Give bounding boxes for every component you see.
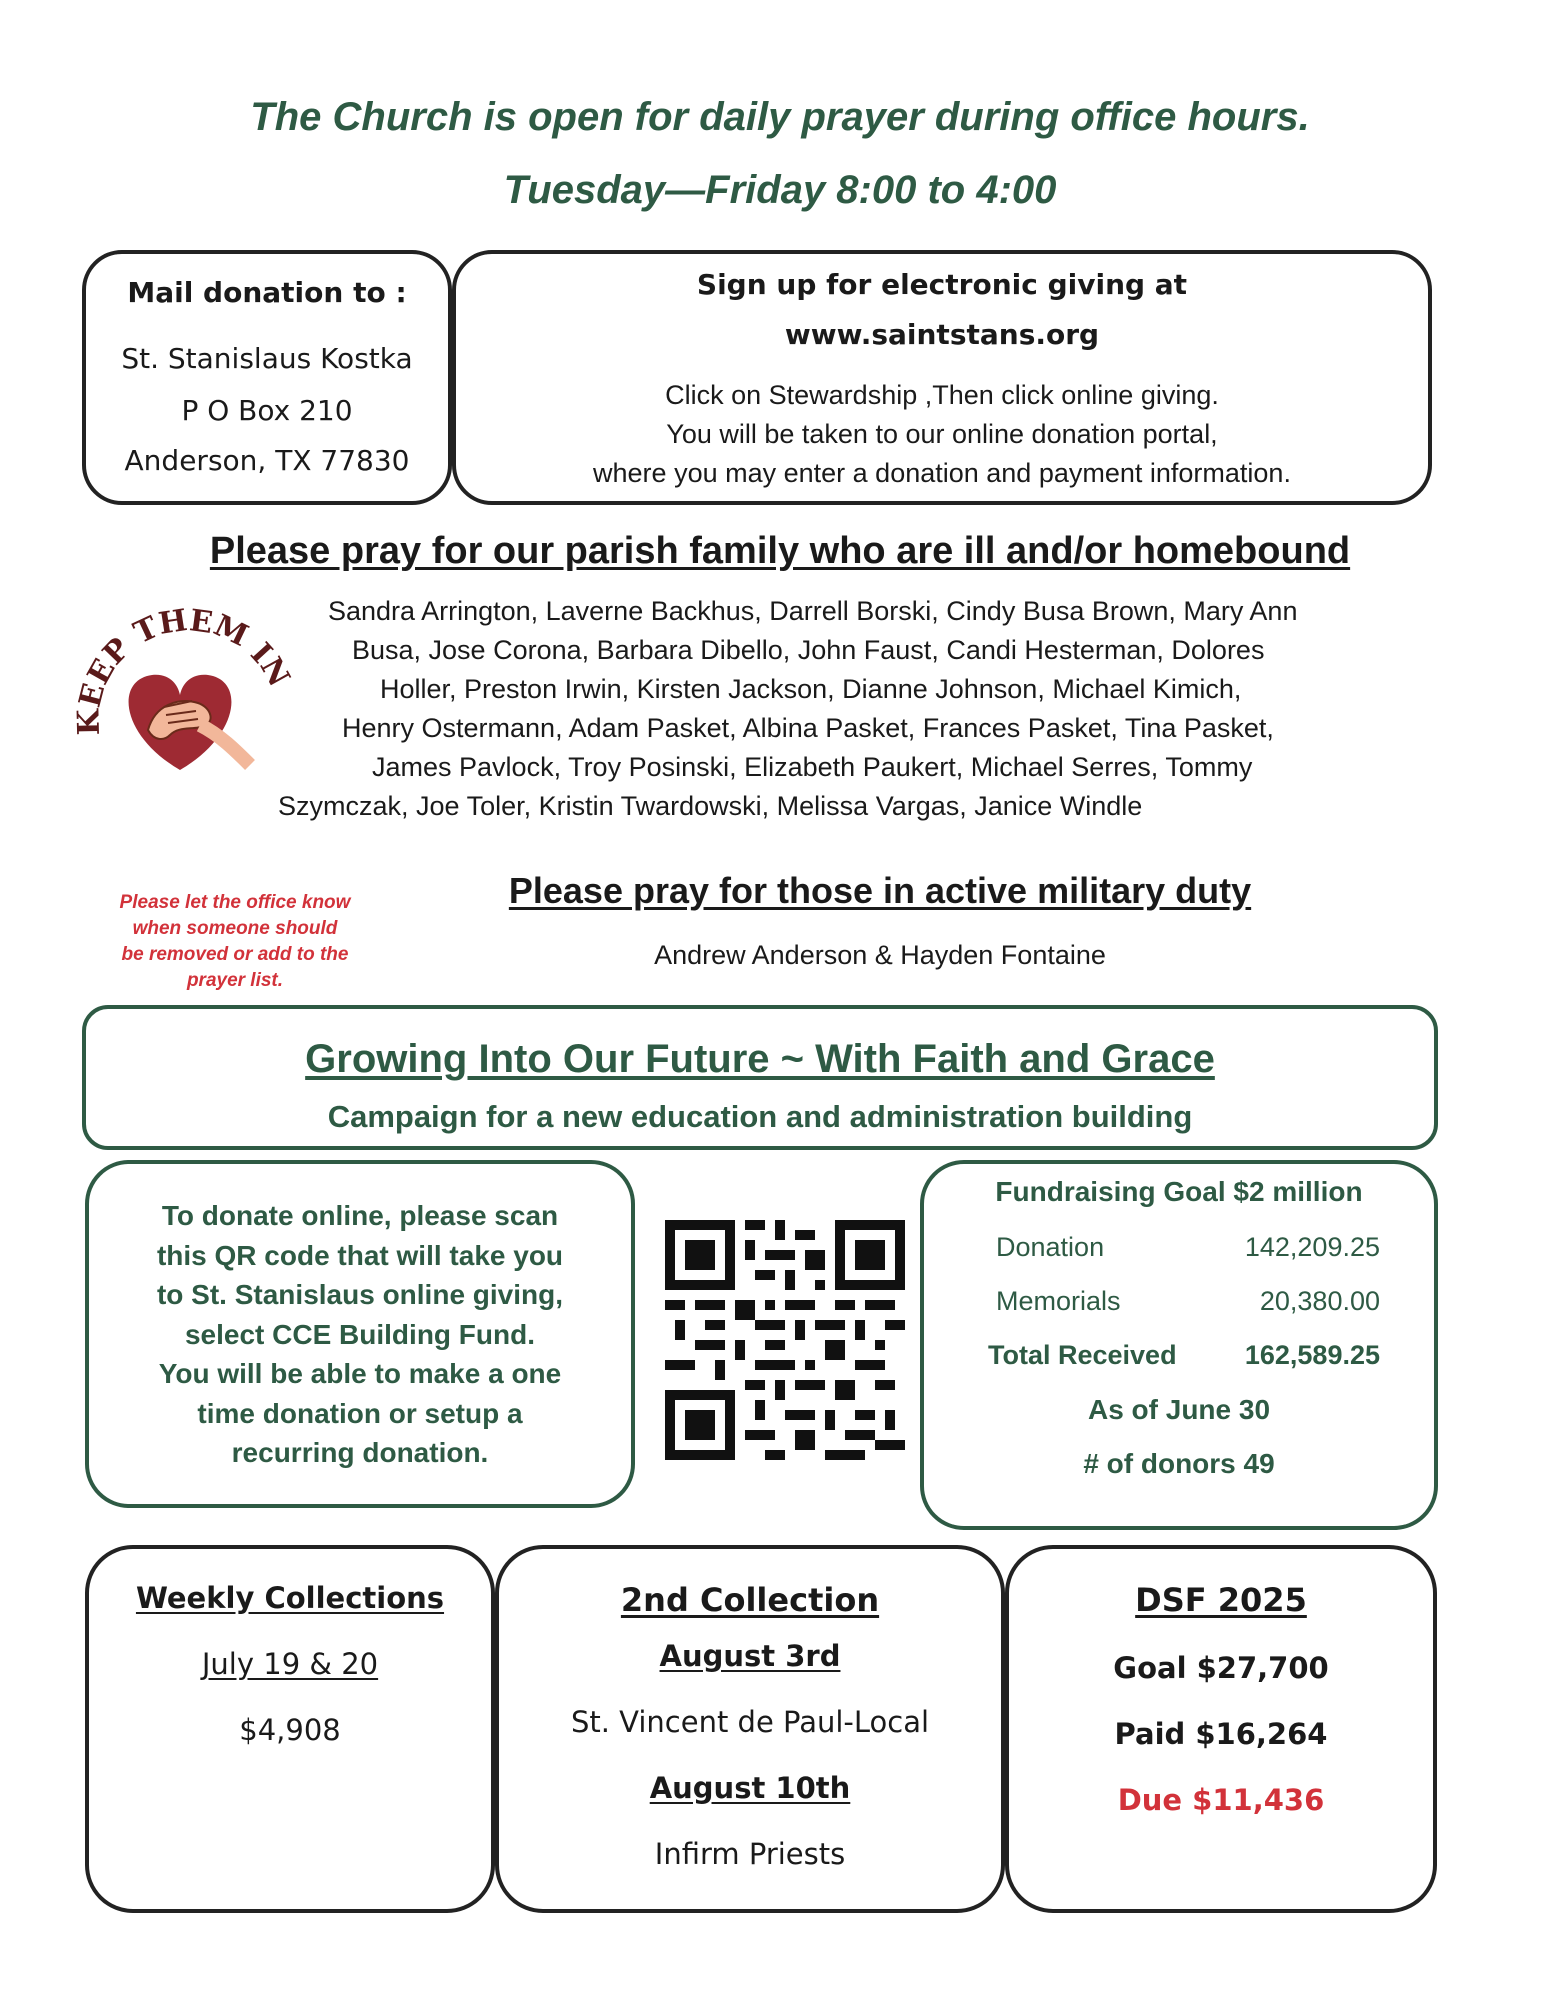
donate-online-line: to St. Stanislaus online giving, (156, 1279, 564, 1310)
donate-online-line: You will be able to make a one (158, 1358, 562, 1389)
donate-online-line: select CCE Building Fund. (184, 1318, 535, 1350)
office-note-line: when someone should (132, 918, 338, 939)
campaign-banner (82, 1005, 1438, 1150)
total-value: 162,589.25 (1244, 1340, 1380, 1370)
prayer-names-line: Busa, Jose Corona, Barbara Dibello, John Faust, Candi Hesterman, Dolores (352, 635, 1265, 665)
dsf-box (1005, 1545, 1437, 1913)
header-line-2: Tuesday—Friday 8:00 to 4:00 (503, 168, 1057, 212)
donation-value: 142,209.25 (1244, 1232, 1380, 1262)
keep-them-in-prayers-logo (60, 585, 300, 795)
donation-label: Donation (996, 1232, 1105, 1262)
header-line-1: The Church is open for daily prayer during office hours. (250, 95, 1310, 139)
donate-online-line: this QR code that will take you (156, 1239, 564, 1271)
prayer-names (272, 592, 1432, 826)
second-collection-box (495, 1545, 1005, 1913)
egiving-url[interactable]: www.saintstans.org (784, 318, 1100, 351)
mail-name: St. Stanislaus Kostka (121, 342, 413, 375)
fundraising-goal: Fundraising Goal $2 million (995, 1176, 1363, 1207)
donor-count: # of donors 49 (1083, 1448, 1275, 1479)
prayer-names-line: Szymczak, Joe Toler, Kristin Twardowski, Melissa Vargas, Janice Windle (278, 791, 1143, 821)
office-note-line: prayer list. (186, 970, 284, 991)
office-note-line: be removed or add to the (121, 944, 349, 965)
donate-online-line: recurring donation. (231, 1437, 489, 1468)
weekly-date: July 19 & 20 (201, 1647, 379, 1681)
mail-po-box: P O Box 210 (181, 394, 353, 427)
prayer-names-line: Sandra Arrington, Laverne Backhus, Darrell Borski, Cindy Busa Brown, Mary Ann (328, 596, 1298, 626)
memorials-value: 20,380.00 (1259, 1286, 1380, 1316)
dsf-title: DSF 2025 (1135, 1581, 1307, 1619)
weekly-title: Weekly Collections (135, 1581, 445, 1615)
second-date-1: August 3rd (659, 1639, 841, 1673)
prayer-names-line: Holler, Preston Irwin, Kirsten Jackson, Dianne Johnson, Michael Kimich, (380, 674, 1242, 704)
military-names: Andrew Anderson & Hayden Fontaine (654, 940, 1106, 970)
second-cause-2: Infirm Priests (654, 1837, 846, 1871)
mail-donation-box (82, 250, 452, 505)
egiving-heading: Sign up for electronic giving at (696, 268, 1188, 301)
qr-code-icon[interactable] (665, 1220, 905, 1460)
egiving-instr-1: Click on Stewardship ,Then click online giving. (665, 380, 1219, 410)
office-note (100, 890, 370, 994)
second-date-2: August 10th (649, 1771, 851, 1805)
donate-online-box (85, 1160, 635, 1508)
dsf-goal: Goal $27,700 (1113, 1651, 1329, 1685)
as-of-date: As of June 30 (1087, 1394, 1271, 1425)
military-heading: Please pray for those in active military duty (508, 870, 1252, 911)
prayer-names-line: James Pavlock, Troy Posinski, Elizabeth Paukert, Michael Serres, Tommy (372, 752, 1253, 782)
dsf-paid: Paid $16,264 (1114, 1717, 1328, 1751)
office-note-line: Please let the office know (119, 892, 351, 913)
egiving-instr-3: where you may enter a donation and payment information. (593, 458, 1291, 488)
campaign-title: Growing Into Our Future ~ With Faith and Grace (305, 1037, 1215, 1081)
donate-online-line: To donate online, please scan (161, 1200, 559, 1231)
mail-title: Mail donation to : (127, 276, 407, 309)
prayer-heading: Please pray for our parish family who are ill and/or homebound (209, 530, 1351, 572)
total-label: Total Received (988, 1340, 1177, 1370)
donate-online-text (89, 1196, 631, 1473)
egiving-instr-2: You will be taken to our online donation portal, (666, 419, 1218, 449)
dsf-due: Due $11,436 (1117, 1783, 1325, 1817)
donate-online-line: time donation or setup a (197, 1397, 523, 1429)
fundraising-box (920, 1160, 1438, 1530)
second-cause-1: St. Vincent de Paul-Local (570, 1705, 930, 1739)
memorials-label: Memorials (996, 1286, 1121, 1316)
electronic-giving-box (452, 250, 1432, 505)
weekly-collections-box (85, 1545, 495, 1913)
weekly-amount: $4,908 (239, 1713, 341, 1747)
svg-text:KEEP THEM IN YOUR PRAYERS: KEEP THEM IN (71, 602, 297, 736)
campaign-subtitle: Campaign for a new education and administration building (327, 1099, 1193, 1134)
mail-city: Anderson, TX 77830 (124, 444, 410, 477)
prayer-names-line: Henry Ostermann, Adam Pasket, Albina Pasket, Frances Pasket, Tina Pasket, (342, 713, 1274, 743)
second-title: 2nd Collection (620, 1581, 880, 1619)
